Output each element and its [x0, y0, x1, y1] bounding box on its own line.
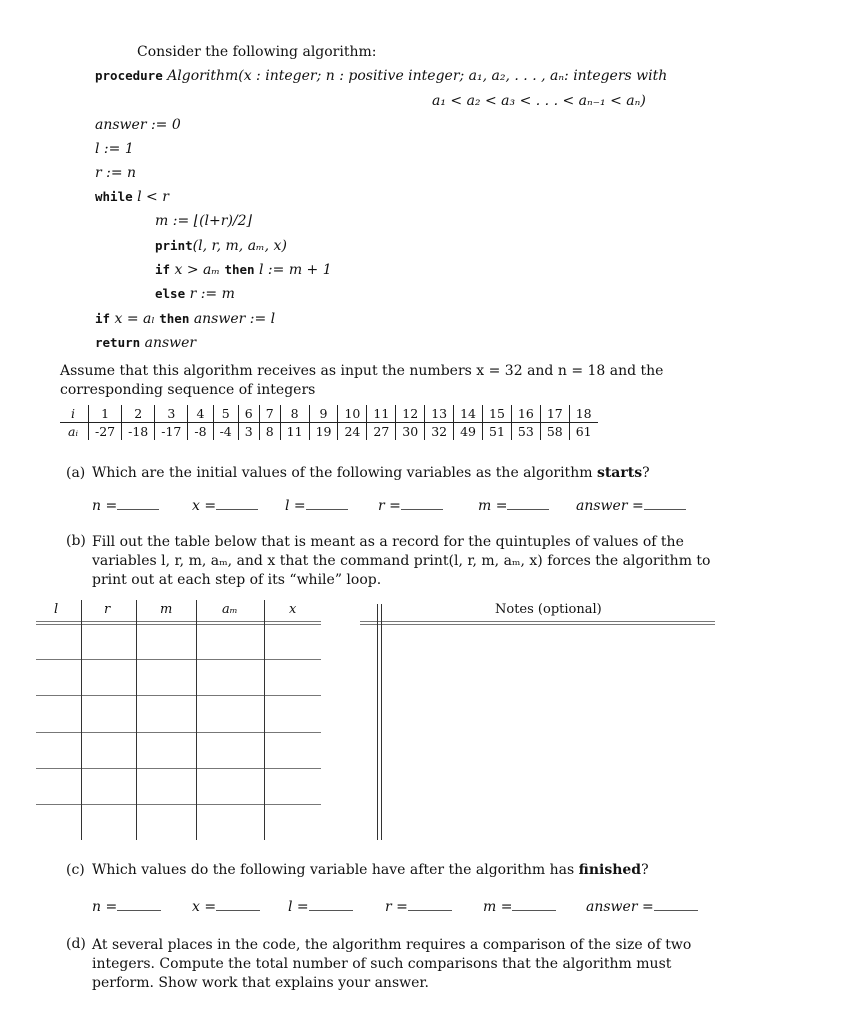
notes-header: Notes (optional)	[495, 602, 602, 617]
variable-label: n =	[92, 498, 118, 514]
value-cell: 51	[483, 423, 512, 441]
variable-blank[interactable]	[192, 898, 260, 915]
index-label: i	[60, 405, 88, 423]
column-rule	[81, 600, 82, 840]
row-rule	[36, 659, 321, 660]
if-condition: x > aₘ	[174, 262, 220, 278]
answer-blank-line[interactable]	[507, 497, 549, 510]
value-cell: 24	[338, 423, 367, 441]
variable-blank[interactable]	[483, 898, 556, 915]
index-cell: 5	[213, 405, 238, 423]
variable-blank[interactable]	[92, 497, 159, 514]
index-cell: 18	[569, 405, 597, 423]
notes-column-rule	[381, 604, 382, 840]
row-rule	[36, 695, 321, 696]
if-final-condition: x = aₗ	[114, 311, 155, 327]
then-keyword: then	[224, 262, 255, 277]
index-cell: 10	[338, 405, 367, 423]
variable-label: m =	[478, 498, 508, 514]
answer-blank-line[interactable]	[117, 497, 159, 510]
variable-label: m =	[483, 899, 513, 915]
part-c-question	[92, 862, 649, 878]
index-cell: 16	[511, 405, 540, 423]
sequence-table	[60, 405, 598, 440]
answer-blank-line[interactable]	[309, 898, 353, 911]
code-l-init: l := 1	[95, 141, 134, 157]
record-column-header: m	[160, 602, 173, 617]
else-statement: r := m	[189, 286, 235, 302]
value-label: aᵢ	[68, 424, 78, 439]
answer-blank-line[interactable]	[117, 898, 161, 911]
then-statement: l := m + 1	[259, 262, 332, 278]
variable-label: l =	[288, 899, 309, 915]
variable-blank[interactable]	[92, 898, 161, 915]
part-b-label: (b)	[66, 533, 86, 549]
header-rule	[36, 621, 321, 622]
value-cell: 19	[309, 423, 338, 441]
index-cell: 14	[454, 405, 483, 423]
row-rule	[36, 732, 321, 733]
part-b-question: Fill out the table below that is meant as a record for the quintuples of values of the variables l, r, m, aₘ, and x that the command print(l, r, m, aₘ, x) forces the algorithm to print out at each step of its “while” loop.	[92, 534, 711, 588]
answer-blank-line[interactable]	[216, 898, 260, 911]
variable-blank[interactable]	[586, 898, 698, 915]
value-cell: -17	[155, 423, 188, 441]
value-cell: 58	[540, 423, 569, 441]
index-cell: 11	[367, 405, 396, 423]
variable-blank[interactable]	[285, 497, 348, 514]
notes-column-rule	[377, 604, 378, 840]
index-cell: 9	[309, 405, 338, 423]
procedure-keyword: procedure	[95, 68, 163, 83]
value-cell: 53	[511, 423, 540, 441]
notes-header-rule	[360, 621, 715, 622]
index-cell: 4	[188, 405, 213, 423]
index-cell: 6	[238, 405, 259, 423]
column-rule	[264, 600, 265, 840]
value-cell: 27	[367, 423, 396, 441]
intro-text: Consider the following algorithm:	[137, 44, 377, 60]
if-keyword: if	[155, 262, 171, 277]
variable-blank[interactable]	[378, 497, 443, 514]
return-value: answer	[144, 335, 197, 351]
answer-blank-line[interactable]	[644, 497, 686, 510]
variable-blank[interactable]	[192, 497, 258, 514]
record-column-header: r	[104, 602, 111, 617]
value-cell: 32	[425, 423, 454, 441]
variable-blank[interactable]	[385, 898, 452, 915]
value-cell: 11	[280, 423, 309, 441]
index-cell: 1	[88, 405, 121, 423]
then-keyword: then	[159, 311, 190, 326]
answer-blank-line[interactable]	[654, 898, 698, 911]
part-c-text: Which values do the following variable have after the algorithm has	[92, 862, 579, 878]
if-keyword: if	[95, 311, 111, 326]
answer-blank-line[interactable]	[401, 497, 443, 510]
procedure-line	[95, 68, 667, 84]
while-condition: l < r	[137, 189, 169, 205]
variable-label: l =	[285, 498, 306, 514]
print-keyword: print	[155, 238, 193, 253]
variable-label: r =	[378, 498, 401, 514]
procedure-condition: a₁ < a₂ < a₃ < . . . < aₙ₋₁ < aₙ)	[432, 93, 646, 109]
index-cell: 13	[425, 405, 454, 423]
index-row	[60, 405, 598, 423]
variable-label: answer =	[586, 899, 654, 915]
index-cell: 12	[396, 405, 425, 423]
notes-header-rule	[360, 624, 715, 625]
part-a-label: (a)	[66, 465, 86, 481]
answer-blank-line[interactable]	[512, 898, 556, 911]
header-rule	[36, 624, 321, 625]
part-d-label: (d)	[66, 936, 86, 952]
variable-blank[interactable]	[576, 497, 686, 514]
code-else	[155, 286, 235, 302]
part-d-question: At several places in the code, the algorithm requires a comparison of the size of two integers. Compute the total number of such comparisons that the algorithm must perform. Show work that explains your answer.	[92, 937, 692, 991]
part-a-text: Which are the initial values of the following variables as the algorithm	[92, 465, 597, 481]
code-print	[155, 238, 287, 254]
assume-paragraph: Assume that this algorithm receives as input the numbers x = 32 and n = 18 and the corresponding sequence of integers	[60, 363, 664, 398]
index-cell: 7	[259, 405, 280, 423]
print-args: (l, r, m, aₘ, x)	[192, 238, 287, 254]
code-if-final	[95, 311, 275, 327]
variable-blank[interactable]	[478, 497, 549, 514]
variable-label: x =	[192, 498, 217, 514]
value-cell: 49	[454, 423, 483, 441]
answer-blank-line[interactable]	[216, 497, 258, 510]
record-column-header: l	[54, 602, 59, 617]
return-keyword: return	[95, 335, 141, 350]
value-cell: 8	[259, 423, 280, 441]
part-a-bold: starts	[596, 465, 643, 481]
code-if	[155, 262, 332, 278]
part-c-label: (c)	[66, 862, 85, 878]
row-rule	[36, 768, 321, 769]
then-final-statement: answer := l	[193, 311, 276, 327]
answer-blank-line[interactable]	[306, 497, 348, 510]
value-cell: 3	[238, 423, 259, 441]
value-cell: -4	[213, 423, 238, 441]
row-rule	[36, 804, 321, 805]
part-a-text-end: ?	[642, 465, 650, 481]
part-c-text-end: ?	[641, 862, 649, 878]
variable-label: answer =	[576, 498, 644, 514]
index-cell: 2	[122, 405, 155, 423]
variable-label: r =	[385, 899, 408, 915]
record-column-header: x	[289, 602, 297, 617]
code-return	[95, 335, 196, 351]
part-c-bold: finished	[578, 862, 642, 878]
column-rule	[136, 600, 137, 840]
value-cell: 61	[569, 423, 597, 441]
variable-label: x =	[192, 899, 217, 915]
index-cell: 17	[540, 405, 569, 423]
code-r-init: r := n	[95, 165, 137, 181]
procedure-signature: Algorithm(x : integer; n : positive integer; a₁, a₂, . . . , aₙ: integers with	[167, 68, 668, 84]
value-cell: 30	[396, 423, 425, 441]
index-cell: 15	[483, 405, 512, 423]
code-m-assign: m := ⌊(l+r)/2⌋	[155, 213, 252, 229]
code-answer-init: answer := 0	[95, 117, 181, 133]
code-while	[95, 189, 169, 205]
variable-blank[interactable]	[288, 898, 353, 915]
value-cell: -27	[88, 423, 121, 441]
answer-blank-line[interactable]	[408, 898, 452, 911]
value-row	[60, 423, 598, 441]
else-keyword: else	[155, 286, 186, 301]
column-rule	[196, 600, 197, 840]
value-cell: -18	[122, 423, 155, 441]
index-cell: 8	[280, 405, 309, 423]
index-cell: 3	[155, 405, 188, 423]
while-keyword: while	[95, 189, 133, 204]
record-column-header: aₘ	[222, 602, 238, 617]
variable-label: n =	[92, 899, 118, 915]
value-cell: -8	[188, 423, 213, 441]
part-a-question	[92, 465, 650, 481]
